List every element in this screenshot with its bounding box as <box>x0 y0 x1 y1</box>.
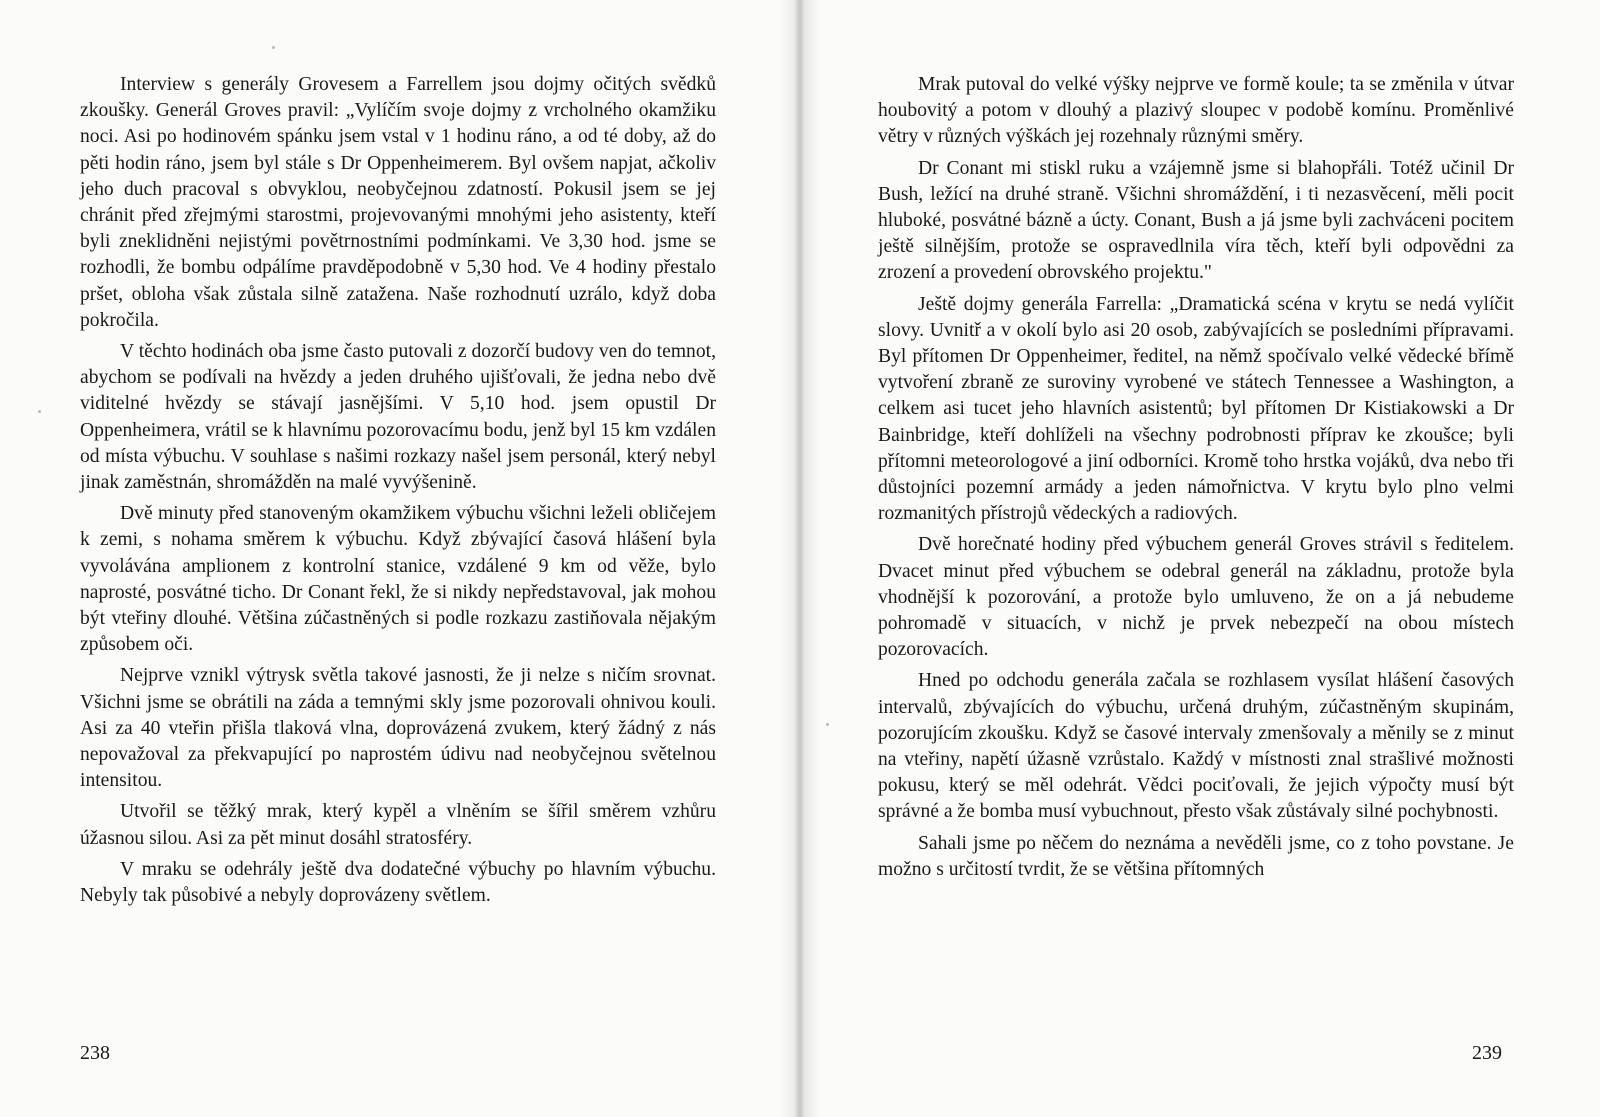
paragraph: Interview s generály Grovesem a Farrellem jsou dojmy očitých svědků zkoušky. Generál Groves pravil: „Vylíčím svoje dojmy z vrcholného okamžiku noci. Asi po hodinovém spánku jsem vstal v 1 hodinu ráno, a od té doby, až do pěti hodin ráno, jsem byl stále s Dr Oppenheimerem. Byl ovšem napjat, ačkoliv jeho duch pracoval s obvyklou, neobyčejnou zdatností. Pokusil jsem se jej chránit před zřejmými starostmi, projevovanými mnohými jeho asistenty, kteří byli zneklidněni nejistými povětrnostními podmínkami. Ve 3,30 hod. jsme se rozhodli, že bombu odpálíme pravděpodobně v 5,30 hod. Ve 4 hodiny přestalo pršet, obloha však zůstala silně zatažena. Naše rozhodnutí uzrálo, když doba pokročila. <box>80 74 716 331</box>
paragraph: Dvě horečnaté hodiny před výbuchem generál Groves strávil s ředitelem. Dvacet minut před výbuchem se odebral generál na základnu, protože byla vhodnější k pozorování, a protože bylo umluveno, že on a já nebudeme pohromadě v situacích, v nichž je prvek nebezpečí na obou místech pozorovacích. <box>878 534 1514 661</box>
paragraph: Ještě dojmy generála Farrella: „Dramatická scéna v krytu se nedá vylíčit slovy. Uvnitř a v okolí bylo asi 20 osob, zabývajících se posledními přípravami. Byl přítomen Dr Oppenheimer, ředitel, na němž spočívalo velké vědecké břímě vytvoření zbraně ze suroviny vyrobené ve státech Tennessee a Washington, a celkem asi tucet jeho hlavních asistentů; byl přítomen Dr Kistiakowski a Dr Bainbridge, kteří dohlíželi na všechny podrobnosti příprav ke zkoušce; byli přítomni meteorologové a jiní odborníci. Kromě toho hrstka vojáků, dva nebo tři důstojníci pozemní armády a jeden námořnictva. V krytu bylo plno velmi rozmanitých přístrojů vědeckých a radiových. <box>878 293 1514 525</box>
right-page <box>810 0 1600 1117</box>
left-page-text <box>80 72 716 914</box>
paragraph: Hned po odchodu generála začala se rozhlasem vysílat hlášení časových intervalů, zbývajících do výbuchu, určená druhým, zúčastněným skupinám, pozorujícím zkoušku. Když se časové intervaly zmenšovaly a měnily se z minut na vteřiny, napětí úžasně vzrůstalo. Každý v místnosti znal strašlivé možnosti pokusu, který se měl odehrát. Vědci pociťovali, že jejich výpočty musí být správné a že bomba musí vybuchnout, přesto však zůstávaly silné pochybnosti. <box>878 670 1514 823</box>
paragraph: Dr Conant mi stiskl ruku a vzájemně jsme si blahopřáli. Totéž učinil Dr Bush, ležící na druhé straně. Všichni shromáždění, i ti nezasvěcení, měli pocit hluboké, posvátné bázně a úcty. Conant, Bush a já jsme byli zachváceni pocitem ještě silnějším, protože se ospravedlnila víra těch, kteří byli odpovědni za zrození a provedení obrovského projektu." <box>878 157 1514 284</box>
paragraph: Dvě minuty před stanoveným okamžikem výbuchu všichni leželi obličejem k zemi, s nohama směrem k výbuchu. Když zbývající časová hlášení byla vyvolávána amplionem z kontrolní stanice, vzdálené 9 km od věže, bylo naprosté, posvátné ticho. Dr Conant řekl, že si nikdy nepředstavoval, jak mohou být vteřiny dlouhé. Většina zúčastněných si podle rozkazu zastiňovala nějakým způsobem oči. <box>80 503 716 656</box>
paragraph: Utvořil se těžký mrak, který kypěl a vlněním se šířil směrem vzhůru úžasnou silou. Asi za pět minut dosáhl stratosféry. <box>80 801 716 849</box>
paragraph: Mrak putoval do velké výšky nejprve ve formě koule; ta se změnila v útvar houbovitý a potom v dlouhý a plazivý sloupec v podobě komínu. Proměnlivé větry v různých výškách jej rozehnaly různými směry. <box>878 74 1514 148</box>
page-number: 239 <box>1472 1042 1502 1064</box>
page-number: 238 <box>80 1042 110 1064</box>
left-page <box>0 0 790 1117</box>
paragraph: Sahali jsme po něčem do neznáma a nevěděli jsme, co z toho povstane. Je možno s určitostí tvrdit, že se většina přítomných <box>878 832 1514 880</box>
paragraph: V mraku se odehrály ještě dva dodatečné výbuchy po hlavním výbuchu. Nebyly tak působivé a nebyly doprovázeny světlem. <box>80 858 716 907</box>
paragraph: Nejprve vznikl výtrysk světla takové jasnosti, že ji nelze s ničím srovnat. Všichni jsme se obrátili na záda a temnými skly jsme pozorovali ohnivou kouli. Asi za 40 vteřin přišla tlaková vlna, doprovázená zvukem, který žádný z nás nepovažoval za překvapující po naprostém údivu nad neobyčejnou světelnou intensitou. <box>80 665 716 792</box>
right-page-text <box>878 72 1514 888</box>
paragraph: V těchto hodinách oba jsme často putovali z dozorčí budovy ven do temnot, abychom se podívali na hvězdy a jeden druhého ujišťovali, že jedna nebo dvě viditelné hvězdy se stávají jasnějšími. V 5,10 hod. jsem opustil Dr Oppenheimera, vrátil se k hlavnímu pozorovacímu bodu, jenž byl 15 km vzdálen od místa výbuchu. V souhlase s našimi rozkazy našel jsem personál, který nebyl jinak zaměstnán, shromážděn na malé vyvýšenině. <box>80 341 716 494</box>
